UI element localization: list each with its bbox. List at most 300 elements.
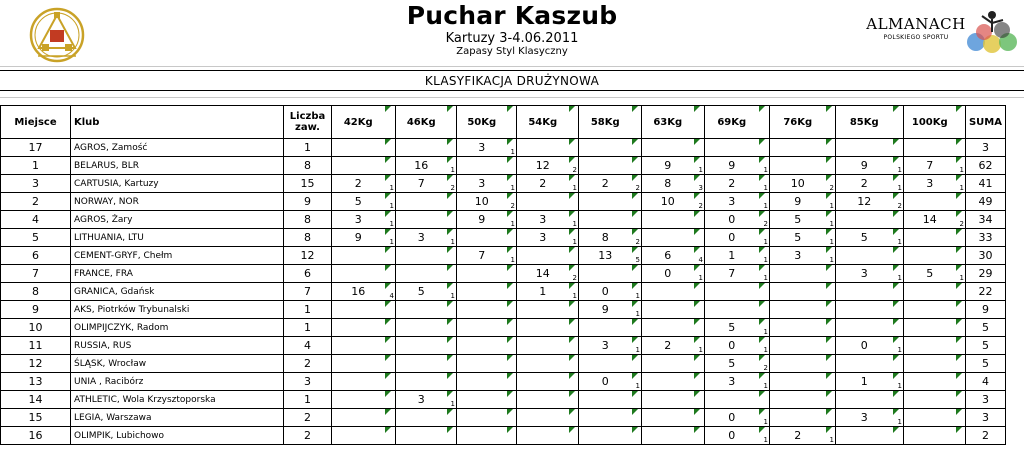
cell-rank: [694, 373, 705, 391]
cell-points: 2: [642, 337, 694, 355]
cell-points: [579, 211, 632, 229]
cell-place: 6: [1, 247, 71, 265]
comment-marker-icon: [385, 391, 391, 397]
header-weight: 58Kg: [579, 106, 632, 139]
comment-marker-icon: [893, 319, 899, 325]
cell-rank: [759, 409, 770, 427]
cell-points: [705, 283, 759, 301]
cell-points: [457, 319, 507, 337]
cell-rank: [759, 373, 770, 391]
cell-points: 1: [705, 247, 759, 265]
cell-rank: [893, 229, 904, 247]
cell-points: [332, 301, 385, 319]
cell-rank-value: 5: [635, 256, 640, 264]
cell-points: 7: [904, 157, 956, 175]
cell-rank: [893, 265, 904, 283]
cell-club: ŚLĄSK, Wrocław: [71, 355, 284, 373]
cell-points: [517, 139, 569, 157]
comment-marker-icon: [569, 265, 575, 271]
comment-marker-icon: [569, 355, 575, 361]
header-weight: 46Kg: [396, 106, 447, 139]
comment-marker-icon: [826, 337, 832, 343]
cell-rank-value: 1: [572, 292, 577, 300]
cell-points: [705, 391, 759, 409]
cell-points: 10: [457, 193, 507, 211]
cell-rank: [447, 391, 457, 409]
cell-rank-value: 1: [829, 436, 834, 444]
cell-points: 0: [836, 337, 893, 355]
event-style: Zapasy Styl Klasyczny: [456, 46, 568, 57]
cell-points: [904, 193, 956, 211]
cell-place: 10: [1, 319, 71, 337]
cell-rank: [507, 355, 517, 373]
cell-rank: [385, 319, 396, 337]
brand-sub: POLSKIEGO SPORTU: [883, 34, 949, 41]
cell-sum: 62: [966, 157, 1006, 175]
cell-rank: [385, 193, 396, 211]
comment-marker-icon: [632, 175, 638, 181]
cell-points: [579, 157, 632, 175]
comment-marker-icon: [447, 247, 453, 253]
cell-rank: [507, 265, 517, 283]
comment-marker-icon: [569, 427, 575, 433]
comment-marker-icon: [826, 301, 832, 307]
cell-rank: [759, 301, 770, 319]
cell-points: [396, 265, 447, 283]
cell-points: [642, 139, 694, 157]
cell-rank: [826, 283, 836, 301]
cell-rank: [694, 301, 705, 319]
comment-marker-icon: [893, 391, 899, 397]
comment-marker-icon: [826, 409, 832, 415]
comment-marker-icon: [569, 409, 575, 415]
cell-points: [770, 373, 826, 391]
comment-marker-icon: [956, 283, 962, 289]
comment-marker-icon: [385, 157, 391, 163]
cell-rank-value: 1: [763, 328, 768, 336]
comment-marker-icon: [569, 319, 575, 325]
cell-points: [396, 409, 447, 427]
cell-rank: [447, 265, 457, 283]
header-weight: 100Kg: [904, 106, 956, 139]
cell-rank: [694, 391, 705, 409]
cell-rank: [759, 283, 770, 301]
comment-marker-icon: [632, 106, 638, 112]
cell-place: 13: [1, 373, 71, 391]
cell-points: [904, 427, 956, 445]
cell-rank-value: 1: [763, 166, 768, 174]
almanach-brand: [866, 15, 966, 41]
cell-points: 12: [517, 157, 569, 175]
cell-points: [332, 391, 385, 409]
cell-club: BELARUS, BLR: [71, 157, 284, 175]
cell-points: 5: [904, 265, 956, 283]
cell-place: 1: [1, 157, 71, 175]
cell-rank: [826, 337, 836, 355]
cell-points: [332, 139, 385, 157]
cell-rank: [569, 247, 579, 265]
cell-rank: [632, 319, 642, 337]
cell-rank: [826, 139, 836, 157]
cell-rank-value: 1: [763, 418, 768, 426]
cell-rank-value: 1: [510, 220, 515, 228]
comment-marker-icon: [956, 409, 962, 415]
comment-marker-icon: [759, 355, 765, 361]
cell-sum: 5: [966, 337, 1006, 355]
cell-count: 15: [284, 175, 332, 193]
comment-marker-icon: [632, 373, 638, 379]
cell-club: NORWAY, NOR: [71, 193, 284, 211]
cell-points: [770, 139, 826, 157]
cell-points: 8: [579, 229, 632, 247]
cell-points: 3: [579, 337, 632, 355]
cell-rank: [507, 211, 517, 229]
comment-marker-icon: [759, 229, 765, 235]
comment-marker-icon: [826, 373, 832, 379]
cell-points: [332, 373, 385, 391]
cell-place: 4: [1, 211, 71, 229]
cell-rank: [956, 409, 966, 427]
cell-rank: [893, 211, 904, 229]
cell-rank-value: 2: [959, 220, 964, 228]
cell-rank: [447, 247, 457, 265]
cell-rank-value: 1: [897, 346, 902, 354]
comment-marker-icon: [694, 391, 700, 397]
cell-rank: [826, 355, 836, 373]
cell-points: [642, 229, 694, 247]
cell-points: 3: [396, 391, 447, 409]
cell-rank: [632, 283, 642, 301]
comment-marker-icon: [569, 139, 575, 145]
comment-marker-icon: [507, 211, 513, 217]
cell-points: [457, 337, 507, 355]
cell-rank: [632, 391, 642, 409]
cell-sum: 41: [966, 175, 1006, 193]
cell-count: 8: [284, 157, 332, 175]
cell-points: [579, 427, 632, 445]
cell-points: [457, 301, 507, 319]
header-weight-rank: [385, 106, 396, 139]
header-klub: Klub: [71, 106, 284, 139]
cell-rank-value: 2: [572, 166, 577, 174]
cell-points: 7: [457, 247, 507, 265]
cell-rank: [447, 211, 457, 229]
cell-place: 8: [1, 283, 71, 301]
cell-count: 2: [284, 355, 332, 373]
cell-rank-value: 1: [450, 166, 455, 174]
cell-points: 0: [642, 265, 694, 283]
cell-rank: [632, 337, 642, 355]
cell-sum: 5: [966, 319, 1006, 337]
cell-points: [642, 301, 694, 319]
cell-rank: [569, 175, 579, 193]
cell-points: 3: [517, 229, 569, 247]
cell-points: [836, 283, 893, 301]
cell-rank: [447, 193, 457, 211]
comment-marker-icon: [385, 193, 391, 199]
comment-marker-icon: [632, 211, 638, 217]
comment-marker-icon: [447, 301, 453, 307]
comment-marker-icon: [826, 427, 832, 433]
comment-marker-icon: [694, 193, 700, 199]
comment-marker-icon: [893, 283, 899, 289]
cell-points: [642, 391, 694, 409]
comment-marker-icon: [385, 229, 391, 235]
cell-points: 14: [517, 265, 569, 283]
cell-rank: [569, 229, 579, 247]
comment-marker-icon: [385, 409, 391, 415]
cell-points: [904, 283, 956, 301]
cell-rank: [694, 175, 705, 193]
header-weight-rank: [826, 106, 836, 139]
cell-rank-value: 3: [698, 184, 703, 192]
cell-points: 0: [705, 211, 759, 229]
comment-marker-icon: [632, 193, 638, 199]
comment-marker-icon: [507, 265, 513, 271]
cell-rank: [385, 229, 396, 247]
cell-rank-value: 1: [959, 166, 964, 174]
header-weight-rank: [447, 106, 457, 139]
cell-points: [517, 355, 569, 373]
table-row: [1, 355, 1006, 373]
cell-points: 0: [705, 229, 759, 247]
comment-marker-icon: [956, 175, 962, 181]
cell-rank: [893, 391, 904, 409]
cell-rank-value: 2: [763, 220, 768, 228]
cell-club: LITHUANIA, LTU: [71, 229, 284, 247]
comment-marker-icon: [385, 373, 391, 379]
table-row: [1, 157, 1006, 175]
cell-points: [457, 373, 507, 391]
cell-points: 3: [457, 175, 507, 193]
comment-marker-icon: [385, 319, 391, 325]
table-row: [1, 427, 1006, 445]
header-weight: 54Kg: [517, 106, 569, 139]
cell-points: [770, 409, 826, 427]
cell-points: [904, 301, 956, 319]
cell-rank: [759, 337, 770, 355]
comment-marker-icon: [893, 229, 899, 235]
comment-marker-icon: [447, 373, 453, 379]
cell-rank: [447, 409, 457, 427]
cell-rank: [447, 229, 457, 247]
cell-sum: 5: [966, 355, 1006, 373]
cell-rank-value: 2: [635, 238, 640, 246]
comment-marker-icon: [893, 337, 899, 343]
page-title: Puchar Kaszub: [406, 1, 618, 30]
comment-marker-icon: [694, 355, 700, 361]
cell-points: 3: [705, 193, 759, 211]
comment-marker-icon: [447, 355, 453, 361]
cell-rank: [826, 301, 836, 319]
cell-rank: [507, 139, 517, 157]
cell-rank: [507, 175, 517, 193]
cell-rank: [385, 157, 396, 175]
cell-points: 3: [705, 373, 759, 391]
cell-sum: 49: [966, 193, 1006, 211]
cell-place: 15: [1, 409, 71, 427]
cell-rank: [507, 319, 517, 337]
cell-points: [517, 301, 569, 319]
comment-marker-icon: [759, 373, 765, 379]
cell-place: 3: [1, 175, 71, 193]
cell-points: 5: [770, 229, 826, 247]
cell-points: [457, 157, 507, 175]
cell-points: [642, 283, 694, 301]
comment-marker-icon: [507, 229, 513, 235]
cell-points: 2: [517, 175, 569, 193]
cell-rank: [632, 139, 642, 157]
cell-rank: [632, 193, 642, 211]
comment-marker-icon: [759, 409, 765, 415]
cell-points: [642, 373, 694, 391]
cell-rank: [826, 391, 836, 409]
cell-points: [705, 301, 759, 319]
cell-rank-value: 1: [635, 346, 640, 354]
cell-points: [579, 409, 632, 427]
cell-club: CEMENT-GRYF, Chełm: [71, 247, 284, 265]
cell-rank-value: 1: [635, 310, 640, 318]
cell-points: [396, 427, 447, 445]
cell-points: [904, 139, 956, 157]
cell-rank-value: 1: [959, 274, 964, 282]
cell-rank: [385, 247, 396, 265]
comment-marker-icon: [826, 355, 832, 361]
cell-rank: [759, 157, 770, 175]
cell-sum: 3: [966, 139, 1006, 157]
header-weight-rank: [632, 106, 642, 139]
cell-rank: [956, 319, 966, 337]
cell-rank: [569, 409, 579, 427]
cell-points: 0: [579, 373, 632, 391]
cell-rank: [569, 301, 579, 319]
comment-marker-icon: [507, 139, 513, 145]
cell-rank: [826, 409, 836, 427]
cell-count: 1: [284, 319, 332, 337]
cell-points: [517, 319, 569, 337]
cell-points: [836, 301, 893, 319]
cell-sum: 3: [966, 391, 1006, 409]
cell-points: 3: [836, 409, 893, 427]
cell-place: 14: [1, 391, 71, 409]
cell-points: [396, 301, 447, 319]
cell-rank-value: 1: [572, 238, 577, 246]
cell-count: 1: [284, 301, 332, 319]
comment-marker-icon: [826, 319, 832, 325]
comment-marker-icon: [893, 355, 899, 361]
cell-rank-value: 1: [389, 238, 394, 246]
cell-rank: [893, 373, 904, 391]
comment-marker-icon: [569, 157, 575, 163]
comment-marker-icon: [507, 193, 513, 199]
comment-marker-icon: [507, 106, 513, 112]
cell-points: 2: [705, 175, 759, 193]
cell-rank: [447, 427, 457, 445]
cell-rank: [694, 193, 705, 211]
cell-points: 0: [705, 427, 759, 445]
cell-points: [517, 427, 569, 445]
cell-rank: [826, 157, 836, 175]
comment-marker-icon: [569, 391, 575, 397]
cell-club: AGROS, Zamość: [71, 139, 284, 157]
cell-rank: [694, 157, 705, 175]
comment-marker-icon: [507, 409, 513, 415]
comment-marker-icon: [694, 139, 700, 145]
cell-rank-value: 1: [959, 184, 964, 192]
cell-points: [457, 355, 507, 373]
comment-marker-icon: [632, 157, 638, 163]
cell-points: 16: [396, 157, 447, 175]
cell-points: [642, 319, 694, 337]
cell-rank: [956, 157, 966, 175]
cell-rank: [893, 283, 904, 301]
cell-points: 10: [770, 175, 826, 193]
cell-rank: [956, 337, 966, 355]
cell-rank: [759, 247, 770, 265]
comment-marker-icon: [632, 319, 638, 325]
cell-rank: [694, 355, 705, 373]
header-liczba-line2: zaw.: [295, 122, 320, 133]
cell-club: OLIMPIJCZYK, Radom: [71, 319, 284, 337]
comment-marker-icon: [447, 265, 453, 271]
cell-count: 1: [284, 139, 332, 157]
comment-marker-icon: [956, 373, 962, 379]
cell-points: 2: [770, 427, 826, 445]
comment-marker-icon: [759, 283, 765, 289]
comment-marker-icon: [956, 391, 962, 397]
cell-rank: [694, 283, 705, 301]
cell-points: 13: [579, 247, 632, 265]
cell-rank: [385, 139, 396, 157]
cell-rank: [694, 427, 705, 445]
comment-marker-icon: [507, 157, 513, 163]
cell-rank: [694, 211, 705, 229]
cell-rank: [956, 283, 966, 301]
team-classification-table: [0, 105, 1006, 445]
cell-rank: [893, 409, 904, 427]
comment-marker-icon: [893, 373, 899, 379]
cell-place: 12: [1, 355, 71, 373]
cell-points: 8: [642, 175, 694, 193]
cell-club: AGROS, Żary: [71, 211, 284, 229]
cell-points: [904, 391, 956, 409]
cell-points: [642, 409, 694, 427]
cell-rank-value: 1: [763, 256, 768, 264]
comment-marker-icon: [507, 301, 513, 307]
comment-marker-icon: [385, 106, 391, 112]
comment-marker-icon: [507, 283, 513, 289]
cell-count: 3: [284, 373, 332, 391]
comment-marker-icon: [956, 265, 962, 271]
cell-rank-value: 1: [389, 202, 394, 210]
table-row: [1, 175, 1006, 193]
comment-marker-icon: [569, 106, 575, 112]
header-liczba: [284, 106, 332, 139]
comment-marker-icon: [569, 301, 575, 307]
cell-place: 16: [1, 427, 71, 445]
cell-points: [836, 427, 893, 445]
cell-rank: [956, 139, 966, 157]
cell-rank-value: 2: [510, 202, 515, 210]
comment-marker-icon: [385, 337, 391, 343]
comment-marker-icon: [385, 301, 391, 307]
cell-rank: [447, 337, 457, 355]
cell-points: 9: [836, 157, 893, 175]
comment-marker-icon: [893, 211, 899, 217]
cell-rank-value: 1: [829, 256, 834, 264]
cell-place: 11: [1, 337, 71, 355]
comment-marker-icon: [956, 193, 962, 199]
